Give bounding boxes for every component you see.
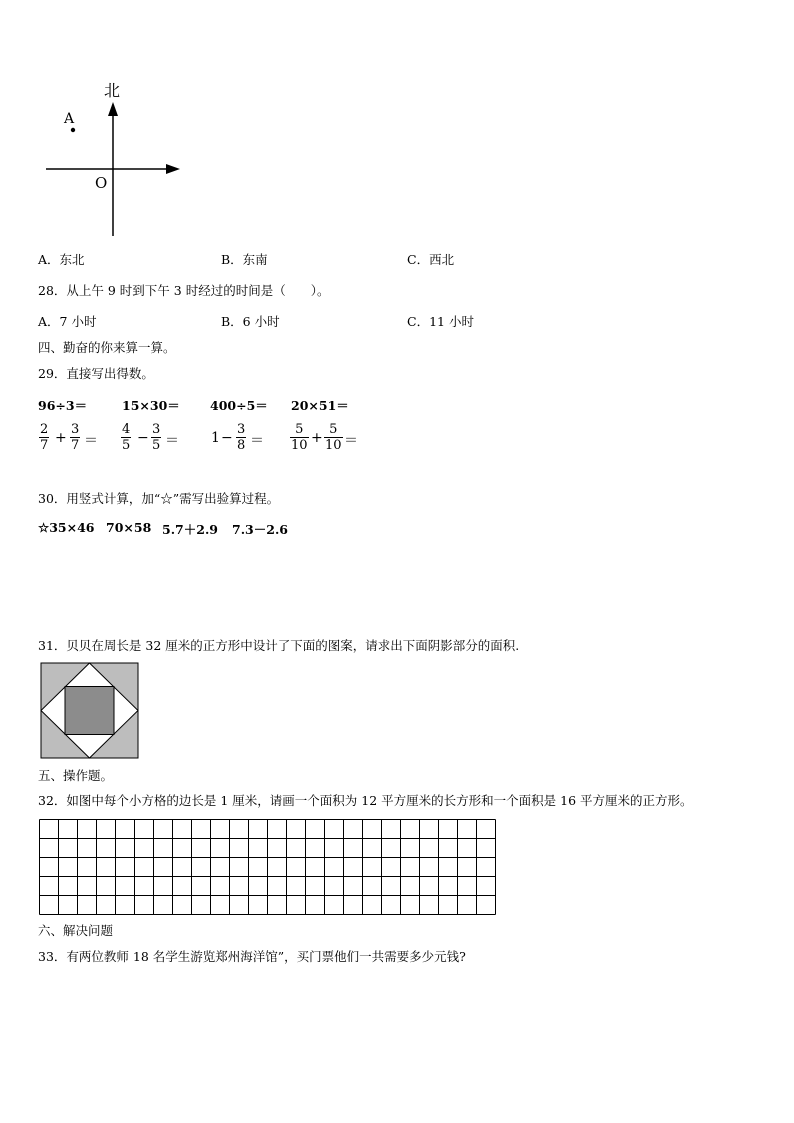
equals-sign: ＝	[250, 433, 264, 449]
q27-option-a: A．东北	[38, 252, 85, 267]
q29-expr-1: 96÷3＝	[38, 398, 88, 413]
operator: +	[55, 430, 67, 446]
fraction: $\frac{2}{7}$	[40, 422, 49, 453]
section-6-title: 六、解决问题	[38, 923, 114, 938]
north-label: 北	[104, 81, 121, 100]
fraction: $\frac{3}{8}$	[237, 422, 246, 453]
q30-item-3: 5.7＋2.9	[162, 522, 218, 537]
equals-sign: ＝	[84, 433, 98, 449]
q28-option-c: C．11 小时	[407, 314, 474, 329]
operator: −	[137, 430, 149, 446]
equals-sign: ＝	[165, 433, 179, 449]
q31-square-pattern	[40, 662, 140, 760]
north-arrow-head	[108, 102, 118, 116]
q29-stem: 29．直接写出得数。	[38, 366, 154, 381]
q30-item-4: 7.3－2.6	[232, 522, 288, 537]
operator: +	[311, 430, 323, 446]
grid-lines	[40, 820, 496, 915]
q32-stem: 32．如图中每个小方格的边长是 1 厘米，请画一个面积为 12 平方厘米的长方形和一个面积是 16 平方厘米的正方形。	[38, 793, 693, 808]
q30-item-2: 70×58	[106, 520, 152, 535]
whole-number: 1	[211, 430, 220, 446]
q29-expr-3: 400÷5＝	[210, 398, 268, 413]
fraction: $\frac{5}{10}$	[291, 422, 308, 453]
q32-grid	[39, 819, 497, 916]
fraction: $\frac{3}{5}$	[152, 422, 161, 453]
point-a-dot	[71, 128, 75, 132]
shaded-square	[65, 687, 114, 735]
q27-option-c: C．西北	[407, 252, 455, 267]
fraction: $\frac{4}{5}$	[122, 422, 131, 453]
section-5-title: 五、操作题。	[38, 768, 114, 783]
q27-option-b: B．东南	[221, 252, 268, 267]
fraction: $\frac{5}{10}$	[325, 422, 342, 453]
compass-diagram	[40, 78, 190, 240]
q29-expr-2: 15×30＝	[122, 398, 180, 413]
fraction: $\frac{3}{7}$	[71, 422, 80, 453]
q28-option-b: B．6 小时	[221, 314, 280, 329]
q28-stem: 28．从上午 9 时到下午 3 时经过的时间是（ ）。	[38, 283, 330, 298]
q31-stem: 31．贝贝在周长是 32 厘米的正方形中设计了下面的图案，请求出下面阴影部分的面积.	[38, 638, 520, 653]
q29-expr-4: 20×51＝	[291, 398, 349, 413]
q28-option-a: A．7 小时	[38, 314, 97, 329]
point-a-label: A	[64, 111, 75, 127]
operator: −	[221, 430, 233, 446]
east-arrow-head	[166, 164, 180, 174]
q30-item-1: ☆35×46	[38, 520, 95, 535]
equals-sign: ＝	[344, 433, 358, 449]
q33-stem: 33．有两位教师 18 名学生游览郑州海洋馆”，买门票他们一共需要多少元钱?	[38, 949, 466, 964]
q30-stem: 30．用竖式计算，加“☆”需写出验算过程。	[38, 491, 280, 506]
section-4-title: 四、勤奋的你来算一算。	[38, 340, 176, 355]
origin-label: O	[95, 174, 108, 192]
